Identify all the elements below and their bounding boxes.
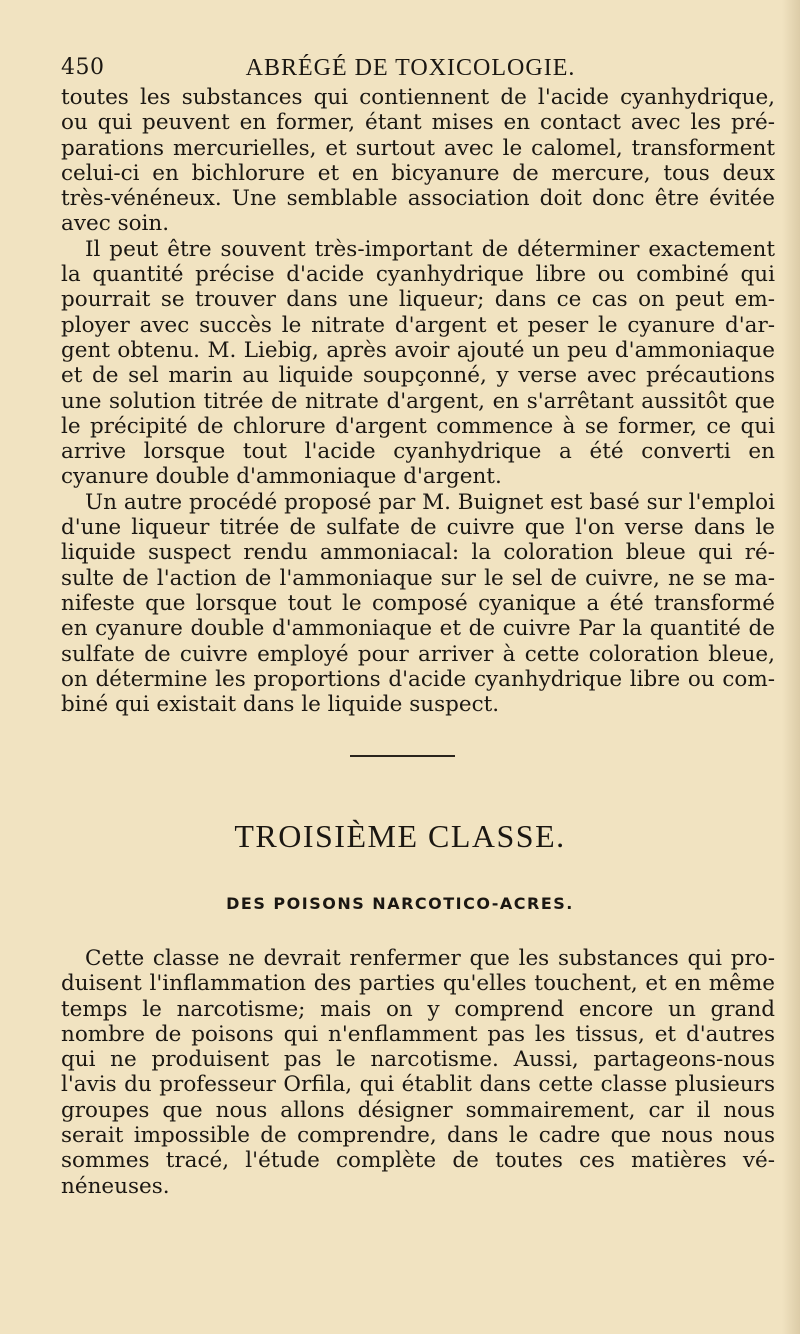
paragraph: toutes les substances qui contiennent de l'acide cyanhydrique, ou qui peuvent en former, étant mises en contact avec les pré-parations mercurielles, et surtout avec le calomel, transforment celui-ci en bichlorure et en bicyanure de mercure, tous deux très-vénéneux. Une semblable association doit donc être évitée avec soin.: [61, 85, 775, 237]
paragraph: Un autre procédé proposé par M. Buignet est basé sur l'emploi d'une liqueur titrée de sulfate de cuivre que l'on verse dans le liquide suspect rendu ammoniacal: la coloration bleue qui ré-sulte de l'action de l'ammoniaque sur le sel de cuivre, ne se ma-nifeste que lorsque tout le composé cyanique a été transformé en cyanure double d'ammoniaque et de cuivre Par la quantité de sulfate de cuivre employé pour arriver à cette coloration bleue, on détermine les proportions d'acide cyanhydrique libre ou com-biné qui existait dans le liquide suspect.: [61, 489, 775, 718]
section-divider: [350, 755, 455, 757]
top-text-block: [61, 85, 775, 717]
paragraph: Cette classe ne devrait renfermer que les substances qui pro-duisent l'inflammation des parties qu'elles touchent, et en même temps le narcotisme; mais on y comprend encore un grand nombre de poisons qui n'enflamment pas les tissus, et d'autres qui ne produisent pas le narcotisme. Aussi, partageons-nous l'avis du professeur Orfila, qui établit dans cette classe plusieurs groupes que nous allons désigner sommairement, car il nous serait impossible de comprendre, dans le cadre que nous nous sommes tracé, l'étude complète de toutes ces matières vé-néneuses.: [61, 946, 775, 1199]
bottom-text-block: [61, 946, 775, 1199]
paragraph: Il peut être souvent très-important de déterminer exactement la quantité précise d'acide cyanhydrique libre ou combiné qui pourrait se trouver dans une liqueur; dans ce cas on peut em-ployer avec succès le nitrate d'argent et peser le cyanure d'ar-gent obtenu. M. Liebig, après avoir ajouté un peu d'ammoniaque et de sel marin au liquide soupçonné, y verse avec précautions une solution titrée de nitrate d'argent, en s'arrêtant aussitôt que le précipité de chlorure d'argent commence à se former, ce qui arrive lorsque tout l'acide cyanhydrique a été converti en cyanure double d'ammoniaque d'argent.: [61, 236, 775, 490]
page-number: 450: [61, 55, 105, 80]
page-header: [61, 55, 760, 85]
section-subtitle: DES POISONS NARCOTICO-ACRES.: [226, 894, 574, 913]
page-edge-shadow: [782, 0, 800, 1334]
section-title: TROISIÈME CLASSE.: [234, 818, 566, 854]
running-title: ABRÉGÉ DE TOXICOLOGIE.: [245, 55, 576, 81]
